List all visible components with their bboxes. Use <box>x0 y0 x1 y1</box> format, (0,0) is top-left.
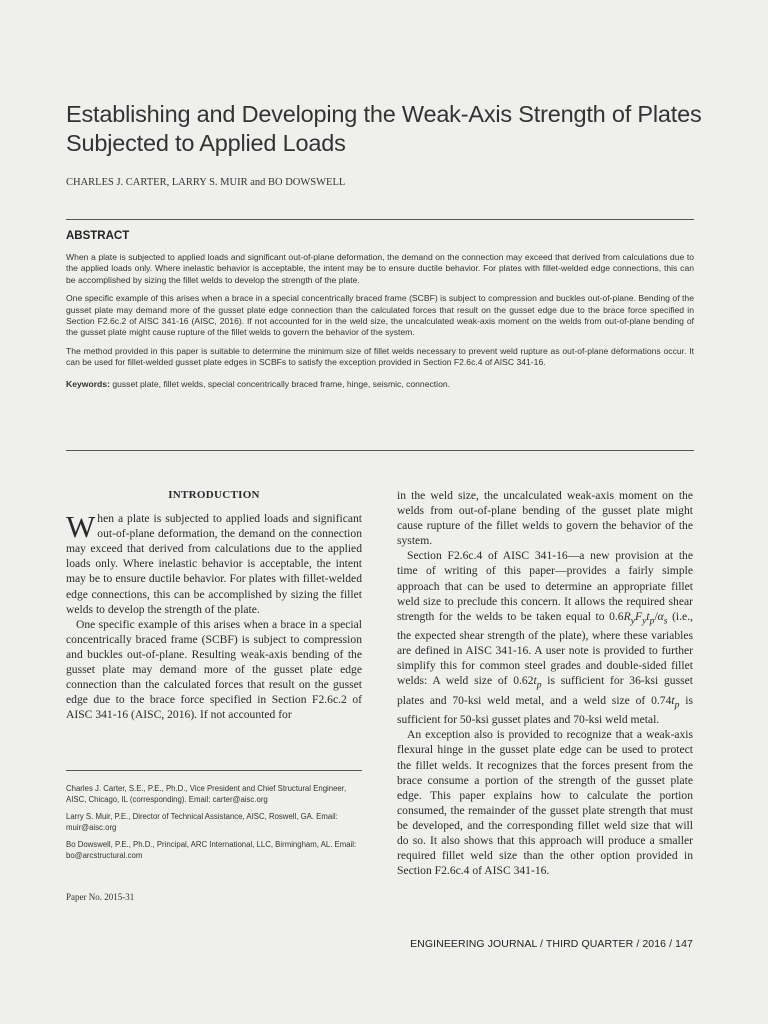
column-left <box>66 488 362 722</box>
formula-s-sub: s <box>663 615 668 627</box>
abstract <box>66 252 694 397</box>
body-text: hen a plate is subjected to applied loads and significant out-of-plane deformation, the demand on the connection may exceed that derived from calculations due to the applied loads only. Where inelastic behavior is acceptable, the intent may be to ensure ductile behavior. For plates with fillet-welded edge connections, this can be accomplished by sizing the fillet welds to develop the strength of the plate. <box>66 512 362 616</box>
paper-number: Paper No. 2015-31 <box>66 892 135 902</box>
body-text: is sufficient for 50-ksi gusset plates and 70-ksi weld metal. <box>397 693 693 727</box>
formula-alpha: α <box>657 609 664 623</box>
authors: CHARLES J. CARTER, LARRY S. MUIR and BO DOWSWELL <box>66 177 346 188</box>
abstract-paragraph: One specific example of this arises when a brace in a special concentrically braced frame (SCBF) is subject to compression and buckles out-of-plane. Bending of the gusset plate may demand more of the gusset plate edge connection than the calculated forces that result on the gusset edge due to the brace force specified in Section F2.6c.2 of AISC 341-16 (AISC, 2016). If not accounted for in the weld size, the uncalculated weak-axis moment on the welds from out-of-plane bending of the gusset plate might cause rupture of the fillet welds to govern the behavior of the system. <box>66 293 694 338</box>
paper-title: Establishing and Developing the Weak-Axis Strength of Plates Subjected to Applied Loads <box>66 101 702 156</box>
keywords-label: Keywords: <box>66 378 110 389</box>
body-text: (i.e., the expected shear strength of the plate), where these variables are defined in AISC 341-16. A user note is provided to further simplify this for common steel grades and double-sided fillet welds: A weld size of 0.62 <box>397 609 693 688</box>
formula-p-sub: p <box>649 615 655 627</box>
body-paragraph <box>397 548 693 727</box>
body-paragraph <box>66 511 362 617</box>
keywords-list: gusset plate, fillet welds, special concentrically braced frame, hinge, seismic, connection. <box>109 378 451 389</box>
abstract-paragraph: The method provided in this paper is suitable to determine the minimum size of fillet welds necessary to prevent weld rupture as out-of-plane deformations occur. It can be used for fillet-welded gusset plate edges in SCBFs to satisfy the exception provided in Section F2.6c.4 of AISC 341-16. <box>66 345 694 368</box>
divider-top <box>66 219 694 220</box>
body-paragraph: in the weld size, the uncalculated weak-axis moment on the welds from out-of-plane bending of the gusset plate might cause rupture of the fillet welds to govern the behavior of the system. <box>397 489 693 548</box>
footnote: Charles J. Carter, S.E., P.E., Ph.D., Vice President and Chief Structural Engineer, AISC, Chicago, IL (corresponding). Email: carter@aisc.org <box>66 784 347 804</box>
body-text: is sufficient for 36-ksi gusset plates and 70-ksi weld metal, and a weld size of 0.74 <box>397 674 693 707</box>
body-text: Section F2.6c.4 of AISC 341-16—a new provision at the time of writing of this paper—provides a fairly simple approach that can be used to determine an appropriate fillet weld size to preclude this concern. It allows the required shear strength for the welds to be taken equal to 0.6 <box>397 549 693 623</box>
author-footnotes <box>66 770 362 867</box>
symbol-t: t <box>671 693 675 707</box>
journal-footer: ENGINEERING JOURNAL / THIRD QUARTER / 2016 / 147 <box>410 938 693 950</box>
divider-mid <box>66 450 694 451</box>
body-paragraph: An exception also is provided to recognize that a weak-axis flexural hinge in the gusset plate edge can be used to protect the fillet welds. It recognizes that the forces present from the brace consume a portion of the strength of the gusset plate edge. This paper explains how to calculate the portion consumed, the remainder of the gusset plate strength that must be developed, and the corresponding fillet weld size that will do so. It also shows that this approach will produce a smaller required fillet weld size than the other option provided in Section F2.6c.4 of AISC 341-16. <box>397 728 693 878</box>
formula-F: F <box>634 609 643 623</box>
abstract-heading: ABSTRACT <box>66 230 130 242</box>
body-paragraph: One specific example of this arises when a brace in a special concentrically braced frame (SCBF) is subject to compression and buckles out-of-plane. Resulting weak-axis bending of the gusset plate may demand more of the gusset plate edge connection than the calculated forces that result on the gusset edge due to the brace force specified in Section F2.6c.2 of AISC 341-16 (AISC, 2016). If not accounted for <box>66 617 362 722</box>
footnote: Bo Dowswell, P.E., Ph.D., Principal, ARC International, LLC, Birmingham, AL. Email: bo@arcstructural.com <box>66 840 357 860</box>
keywords <box>66 379 694 390</box>
abstract-paragraph: When a plate is subjected to applied loads and significant out-of-plane deformation, the demand on the connection may exceed that derived from calculations due to the applied loads only. Where inelastic behavior is acceptable, the intent may be to ensure ductile behavior. For plates with fillet-welded edge connections, this can be accomplished by sizing the fillet welds to develop the strength of the plate. <box>66 252 694 285</box>
formula-y-sub: y <box>642 615 647 627</box>
section-heading-introduction: INTRODUCTION <box>168 489 260 501</box>
formula-t: t <box>646 609 650 623</box>
column-right <box>397 488 693 878</box>
symbol-t: t <box>533 674 537 688</box>
drop-cap: W <box>66 509 96 545</box>
symbol-p-sub: p <box>536 679 542 691</box>
symbol-p-sub: p <box>674 699 680 711</box>
formula-y-sub: y <box>630 615 635 627</box>
formula-divide: / <box>654 609 658 623</box>
footnote: Larry S. Muir, P.E., Director of Technical Assistance, AISC, Roswell, GA. Email: muir@aisc.org <box>66 812 338 832</box>
formula-R: R <box>623 609 631 623</box>
